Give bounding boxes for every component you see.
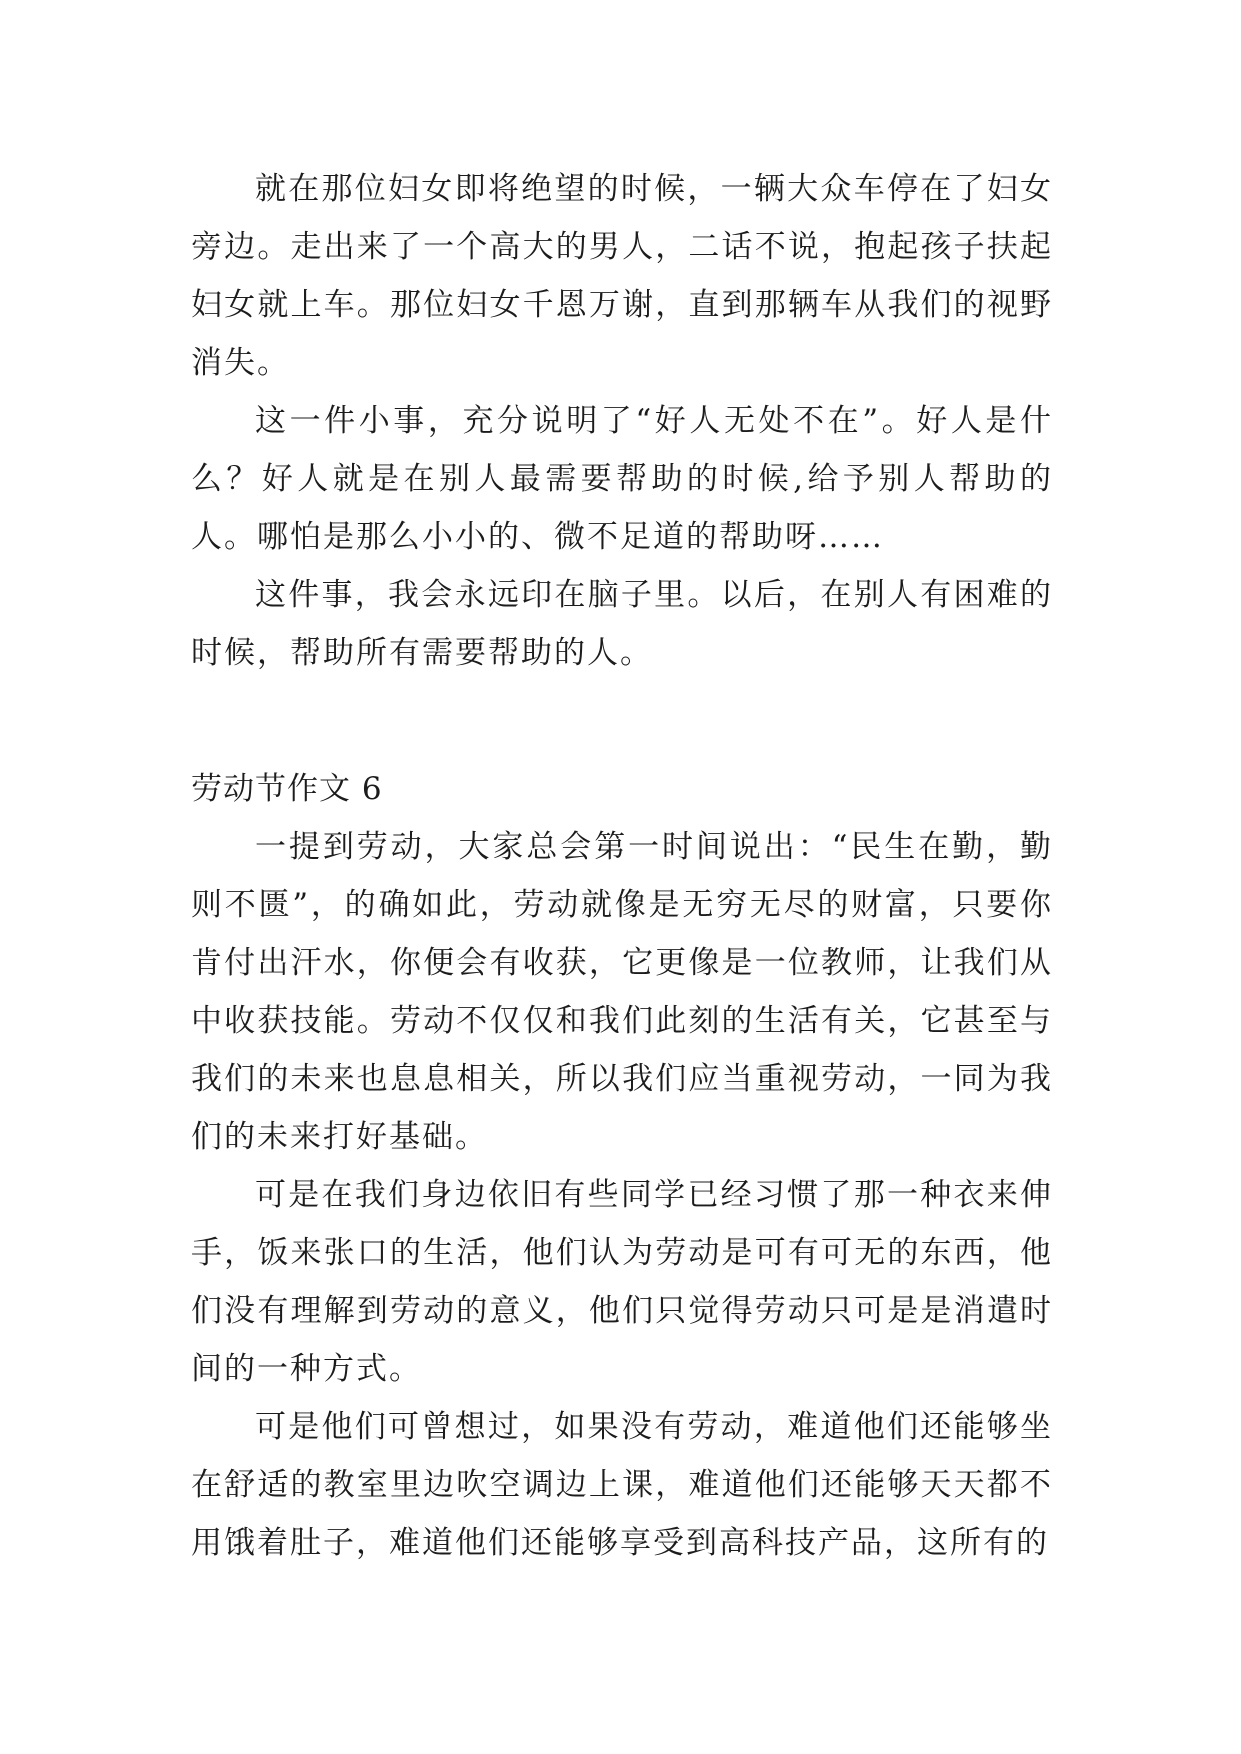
paragraph: 这件事，我会永远印在脑子里。以后，在别人有困难的时候，帮助所有需要帮助的人。	[191, 577, 1053, 671]
paragraph: 就在那位妇女即将绝望的时候，一辆大众车停在了妇女旁边。走出来了一个高大的男人，二话不说，抱起孩子扶起妇女就上车。那位妇女千恩万谢，直到那辆车从我们的视野消失。	[191, 171, 1053, 381]
paragraph: 可是他们可曾想过，如果没有劳动，难道他们还能够坐在舒适的教室里边吹空调边上课，难道他们还能够天天都不用饿着肚子，难道他们还能够享受到高科技产品，这所有的	[191, 1409, 1053, 1561]
document-body	[191, 160, 1053, 1572]
paragraph: 可是在我们身边依旧有些同学已经习惯了那一种衣来伸手，饭来张口的生活，他们认为劳动是可有可无的东西，他们没有理解到劳动的意义，他们只觉得劳动只可是是消遣时间的一种方式。	[191, 1177, 1053, 1387]
paragraph: 这一件小事，充分说明了“好人无处不在”。好人是什么？好人就是在别人最需要帮助的时候,给予别人帮助的人。哪怕是那么小小的、微不足道的帮助呀……	[191, 403, 1053, 555]
section-heading: 劳动节作文 6	[191, 771, 383, 807]
paragraph: 一提到劳动，大家总会第一时间说出：“民生在勤，勤则不匮”，的确如此，劳动就像是无穷无尽的财富，只要你肯付出汗水，你便会有收获，它更像是一位教师，让我们从中收获技能。劳动不仅仅和我们此刻的生活有关，它甚至与我们的未来也息息相关，所以我们应当重视劳动，一同为我们的未来打好基础。	[191, 829, 1053, 1155]
